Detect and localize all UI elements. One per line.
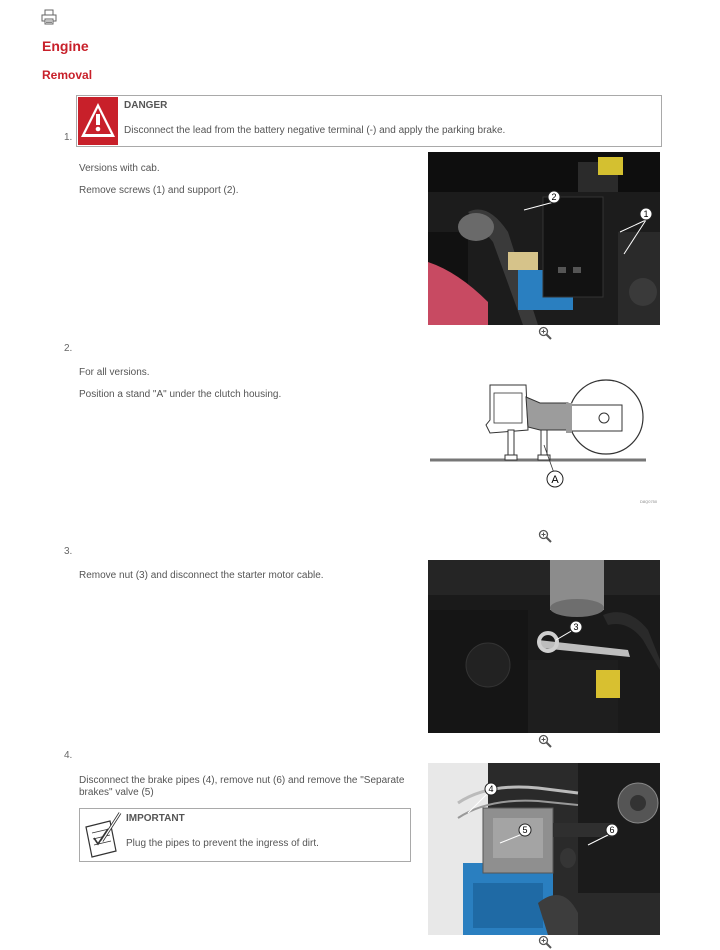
step-text: Remove nut (3) and disconnect the starter motor cable. bbox=[79, 570, 324, 581]
svg-text:A: A bbox=[551, 474, 559, 486]
callout-4 bbox=[485, 783, 497, 795]
step-number: 4. bbox=[64, 750, 73, 761]
callout-5 bbox=[519, 824, 531, 836]
zoom-icon[interactable] bbox=[538, 326, 552, 340]
section-title: Removal bbox=[42, 68, 93, 82]
figure-code: D8Q0750 bbox=[640, 499, 658, 504]
figure-1-photo bbox=[428, 152, 660, 325]
svg-text:4: 4 bbox=[488, 784, 494, 794]
svg-text:6: 6 bbox=[609, 825, 615, 835]
step-number: 1. bbox=[64, 132, 73, 143]
zoom-icon[interactable] bbox=[538, 529, 552, 543]
svg-text:2: 2 bbox=[551, 192, 557, 202]
page-title: Engine bbox=[42, 38, 89, 54]
zoom-icon[interactable] bbox=[538, 935, 552, 949]
figure-3-photo bbox=[428, 560, 660, 733]
callout-2 bbox=[548, 191, 560, 203]
svg-text:5: 5 bbox=[522, 825, 528, 835]
danger-text: Disconnect the lead from the battery negative terminal (-) and apply the parking brake. bbox=[124, 125, 506, 136]
print-icon[interactable] bbox=[41, 9, 57, 25]
step-number: 2. bbox=[64, 343, 73, 354]
callout-1 bbox=[640, 208, 652, 220]
svg-text:1: 1 bbox=[643, 209, 649, 219]
svg-text:3: 3 bbox=[573, 622, 579, 632]
step-text: Position a stand "A" under the clutch housing. bbox=[79, 389, 282, 400]
figure-4-photo bbox=[428, 763, 660, 935]
figure-2-diagram bbox=[428, 375, 660, 510]
notepad-pencil-icon bbox=[82, 811, 122, 859]
step-text: brakes" valve (5) bbox=[79, 787, 154, 798]
warning-triangle-icon bbox=[78, 97, 118, 145]
step-text: Remove screws (1) and support (2). bbox=[79, 185, 239, 196]
step-number: 3. bbox=[64, 546, 73, 557]
important-text: Plug the pipes to prevent the ingress of dirt. bbox=[126, 838, 319, 849]
zoom-icon[interactable] bbox=[538, 734, 552, 748]
step-text: Versions with cab. bbox=[79, 163, 160, 174]
step-text: For all versions. bbox=[79, 367, 150, 378]
important-title: IMPORTANT bbox=[126, 813, 185, 824]
callout-6 bbox=[606, 824, 618, 836]
danger-title: DANGER bbox=[124, 100, 168, 111]
callout-A bbox=[547, 471, 563, 487]
step-text: Disconnect the brake pipes (4), remove nut (6) and remove the "Separate bbox=[79, 775, 405, 786]
callout-3 bbox=[570, 621, 582, 633]
